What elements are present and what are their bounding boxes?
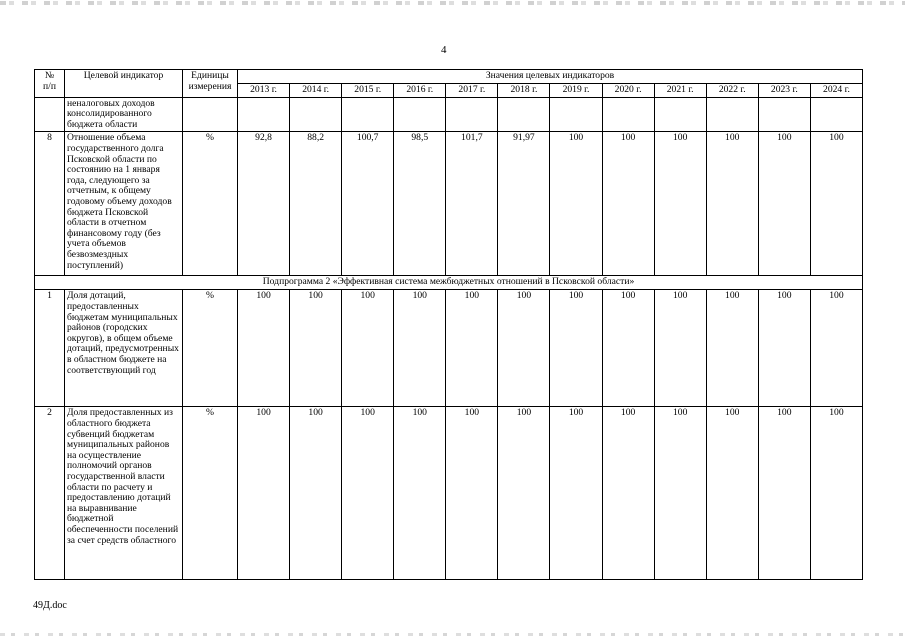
cell-value: 88,2 xyxy=(290,132,342,276)
header-unit: Единицы измерения xyxy=(183,70,238,98)
cell-value: 100 xyxy=(446,290,498,407)
cell-value xyxy=(810,97,862,132)
cell-value: 100 xyxy=(550,132,602,276)
cell-num: 1 xyxy=(35,290,65,407)
header-year: 2020 г. xyxy=(602,83,654,97)
cell-value: 92,8 xyxy=(238,132,290,276)
subprogram-row xyxy=(35,276,863,290)
table-row xyxy=(35,407,863,580)
table-row-continuation xyxy=(35,97,863,132)
cell-unit: % xyxy=(183,290,238,407)
cell-value xyxy=(342,97,394,132)
header-num: № п/п xyxy=(35,70,65,98)
table-header-row xyxy=(35,70,863,84)
cell-value xyxy=(602,97,654,132)
cell-value: 91,97 xyxy=(498,132,550,276)
cell-value: 100 xyxy=(238,407,290,580)
cell-value: 100 xyxy=(758,407,810,580)
header-year: 2024 г. xyxy=(810,83,862,97)
header-year: 2023 г. xyxy=(758,83,810,97)
cell-value: 98,5 xyxy=(394,132,446,276)
cell-value: 100 xyxy=(394,290,446,407)
subprogram-title: Подпрограмма 2 «Эффективная система межбюджетных отношений в Псковской области» xyxy=(35,276,863,290)
cell-value: 100 xyxy=(758,290,810,407)
cell-value: 100 xyxy=(654,132,706,276)
cell-value: 100 xyxy=(706,132,758,276)
cell-value xyxy=(758,97,810,132)
header-year: 2015 г. xyxy=(342,83,394,97)
cell-indicator: Доля предоставленных из областного бюджета субвенций бюджетам муниципальных районов на осуществление полномочий органов государственной власти области по расчету и предоставлению дотаций на выравнивание бюджетной обеспеченности поселений за счет средств областного xyxy=(65,407,183,580)
cell-value: 100 xyxy=(602,407,654,580)
indicators-table xyxy=(34,69,863,580)
cell-value: 100 xyxy=(810,132,862,276)
header-year: 2021 г. xyxy=(654,83,706,97)
cell-value xyxy=(498,97,550,132)
cell-value: 100 xyxy=(810,290,862,407)
cell-value: 100 xyxy=(706,407,758,580)
cell-value xyxy=(550,97,602,132)
cell-value: 100 xyxy=(550,407,602,580)
header-year: 2013 г. xyxy=(238,83,290,97)
footer-filename: 49Д.doc xyxy=(33,600,67,611)
cell-num: 8 xyxy=(35,132,65,276)
cell-value: 100 xyxy=(550,290,602,407)
cell-value: 100 xyxy=(758,132,810,276)
scan-edge-top xyxy=(0,1,905,5)
cell-value xyxy=(654,97,706,132)
cell-indicator: неналоговых доходов консолидированного бюджета области xyxy=(65,97,183,132)
header-year: 2019 г. xyxy=(550,83,602,97)
scan-edge-bottom xyxy=(0,633,905,636)
cell-value: 100 xyxy=(290,290,342,407)
cell-value: 100 xyxy=(602,290,654,407)
cell-value: 100 xyxy=(342,407,394,580)
header-year: 2017 г. xyxy=(446,83,498,97)
header-year: 2016 г. xyxy=(394,83,446,97)
table-row xyxy=(35,132,863,276)
cell-value: 100 xyxy=(394,407,446,580)
cell-value xyxy=(706,97,758,132)
cell-value: 100 xyxy=(290,407,342,580)
cell-value: 100 xyxy=(342,290,394,407)
header-year: 2014 г. xyxy=(290,83,342,97)
cell-value xyxy=(446,97,498,132)
cell-unit xyxy=(183,97,238,132)
header-values-title: Значения целевых индикаторов xyxy=(238,70,863,84)
header-year: 2022 г. xyxy=(706,83,758,97)
cell-indicator: Доля дотаций, предоставленных бюджетам муниципальных районов (городских округов), в общем объеме дотаций, предусмотренных в областном бюджете на соответствующий год xyxy=(65,290,183,407)
cell-unit: % xyxy=(183,407,238,580)
cell-value: 100 xyxy=(654,407,706,580)
cell-num: 2 xyxy=(35,407,65,580)
cell-unit: % xyxy=(183,132,238,276)
cell-value: 100 xyxy=(706,290,758,407)
header-indicator: Целевой индикатор xyxy=(65,70,183,98)
cell-value xyxy=(290,97,342,132)
header-year: 2018 г. xyxy=(498,83,550,97)
cell-value: 100 xyxy=(446,407,498,580)
cell-value: 100 xyxy=(498,290,550,407)
page-number: 4 xyxy=(441,44,447,56)
cell-indicator: Отношение объема государственного долга Псковской области по состоянию на 1 января года, следующего за отчетным, к общему годовому объему доходов бюджета Псковской области в отчетном финансовому году (без учета объемов безвозмездных поступлений) xyxy=(65,132,183,276)
cell-value xyxy=(394,97,446,132)
cell-value: 100 xyxy=(602,132,654,276)
cell-num xyxy=(35,97,65,132)
cell-value: 100 xyxy=(810,407,862,580)
cell-value: 100 xyxy=(498,407,550,580)
table-row xyxy=(35,290,863,407)
cell-value: 100,7 xyxy=(342,132,394,276)
cell-value: 100 xyxy=(654,290,706,407)
table-body xyxy=(35,97,863,580)
cell-value: 101,7 xyxy=(446,132,498,276)
cell-value xyxy=(238,97,290,132)
cell-value: 100 xyxy=(238,290,290,407)
